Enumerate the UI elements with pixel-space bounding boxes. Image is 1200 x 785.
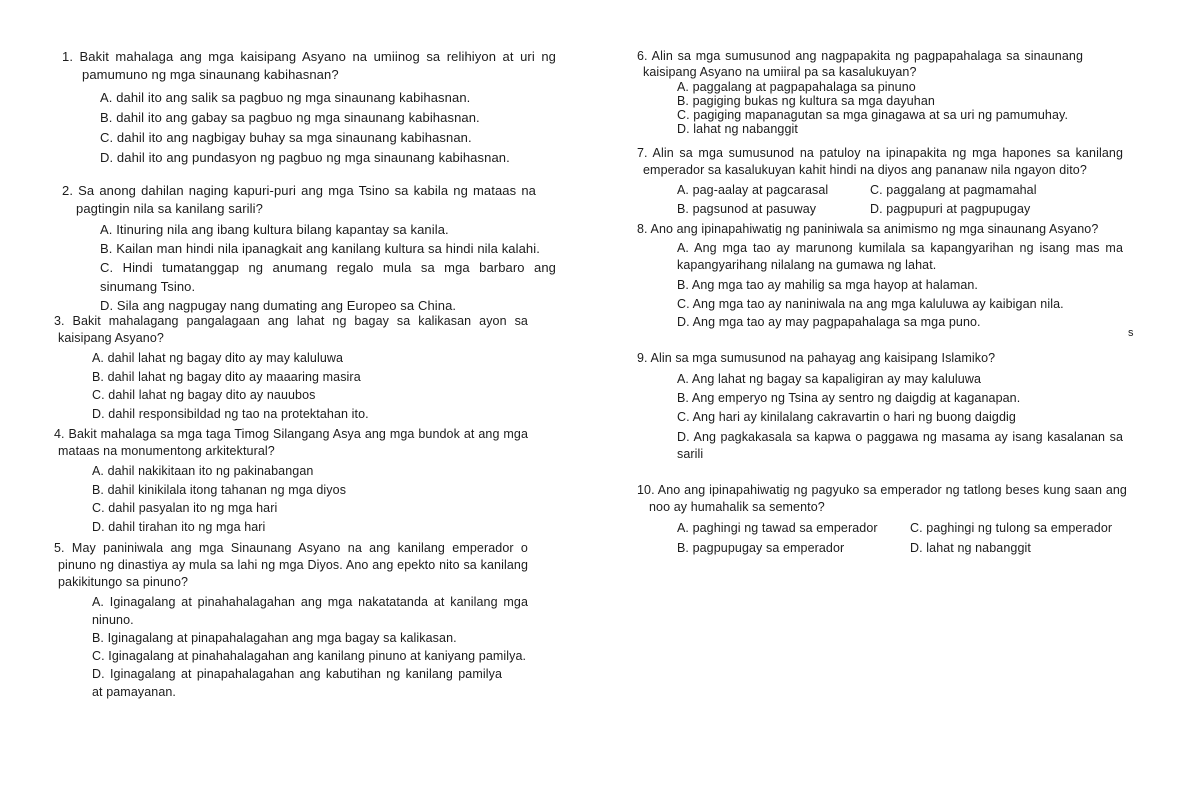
question-10-stem: 10. Ano ang ipinapahiwatig ng pagyuko sa emperador ng tatlong beses kung saan ang noo ay humahalik sa semento? xyxy=(637,483,1127,514)
question-5-stem: 5. May paniniwala ang mga Sinaunang Asyano na ang kanilang emperador o pinuno ng dinastiya ay mula sa lahi ng mga Diyos. Ano ang epekto nito sa kanilang pakikitungo sa pinuno? xyxy=(54,541,528,589)
question-4-option-a[interactable]: A. dahil nakikitaan ito ng pakinabangan xyxy=(92,464,314,478)
question-4-option-c[interactable]: C. dahil pasyalan ito ng mga hari xyxy=(92,501,278,515)
question-6-options xyxy=(637,80,1087,136)
question-4-option-d[interactable]: D. dahil tirahan ito ng mga hari xyxy=(92,519,266,534)
stray-mark: s xyxy=(1128,327,1134,339)
question-4-stem: 4. Bakit mahalaga sa mga taga Timog Silangang Asya ang mga bundok at ang mga mataas na monumentong arkitektural? xyxy=(54,427,528,458)
question-8-options xyxy=(637,240,1123,332)
question-1 xyxy=(62,48,556,168)
question-1-stem: 1. Bakit mahalaga ang mga kaisipang Asyano na umiinog sa relihiyon at uri ng pamumuno ng mga sinaunang kabihasnan? xyxy=(62,49,556,82)
question-7-option-c[interactable]: C. paggalang at pagmamahal xyxy=(870,183,1037,197)
question-4-options xyxy=(54,462,544,536)
question-5-option-d[interactable]: D. Iginagalang at pinapahalagahan ang kabutihan ng kanilang pamilya at pamayanan. xyxy=(92,667,502,699)
question-9-options xyxy=(637,370,1123,463)
question-1-option-d[interactable]: D. dahil ito ang pundasyon ng pagbuo ng mga sinaunang kabihasnan. xyxy=(100,150,510,165)
question-5 xyxy=(54,540,528,701)
question-8-option-c[interactable]: C. Ang mga tao ay naniniwala na ang mga kaluluwa ay kaibigan nila. xyxy=(677,296,1064,311)
question-7-stem: 7. Alin sa mga sumusunod na patuloy na ipinapakita ng mga hapones sa kanilang emperador sa kasalukuyan kahit hindi na diyos ang pananaw nila ngayon dito? xyxy=(637,146,1123,177)
question-6-option-c[interactable]: C. pagiging mapanagutan sa mga ginagawa at sa uri ng pamumuhay. xyxy=(677,108,1069,122)
question-7-option-a[interactable]: A. pag-aalay at pagcarasal xyxy=(677,183,829,197)
question-9-option-c[interactable]: C. Ang hari ay kinilalang cakravartin o hari ng buong daigdig xyxy=(677,410,1016,424)
question-3-option-d[interactable]: D. dahil responsibildad ng tao na protektahan ito. xyxy=(92,406,369,421)
question-6-stem: 6. Alin sa mga sumusunod ang nagpapakita ng pagpapahalaga sa sinaunang kaisipang Asyano na umiiral pa sa kasalukuyan? xyxy=(637,49,1083,79)
question-1-options xyxy=(62,88,556,168)
question-2-option-a[interactable]: A. Itinuring nila ang ibang kultura bilang kapantay sa kanila. xyxy=(100,222,449,237)
question-3-stem: 3. Bakit mahalagang pangalagaan ang lahat ng bagay sa kalikasan ayon sa kaisipang Asyano? xyxy=(54,314,528,345)
question-6 xyxy=(637,48,1087,136)
question-4 xyxy=(54,426,544,536)
question-2-stem: 2. Sa anong dahilan naging kapuri-puri ang mga Tsino sa kabila ng mataas na pagtingin nila sa kanilang sarili? xyxy=(62,183,536,216)
question-3-option-c[interactable]: C. dahil lahat ng bagay dito ay nauubos xyxy=(92,388,316,402)
question-9-stem: 9. Alin sa mga sumusunod na pahayag ang kaisipang Islamiko? xyxy=(637,351,996,365)
question-8-stem: 8. Ano ang ipinapahiwatig ng paniniwala sa animismo ng mga sinaunang Asyano? xyxy=(637,222,1099,236)
question-5-option-b[interactable]: B. Iginagalang at pinapahalagahan ang mga bagay sa kalikasan. xyxy=(92,631,457,645)
question-6-option-a[interactable]: A. paggalang at pagpapahalaga sa pinuno xyxy=(677,80,916,94)
question-1-option-a[interactable]: A. dahil ito ang salik sa pagbuo ng mga sinaunang kabihasnan. xyxy=(100,90,471,105)
question-3-option-b[interactable]: B. dahil lahat ng bagay dito ay maaaring masira xyxy=(92,369,361,384)
question-7 xyxy=(637,145,1123,219)
question-10 xyxy=(637,482,1127,558)
question-9-option-d[interactable]: D. Ang pagkakasala sa kapwa o paggawa ng masama ay isang kasalanan sa sarili xyxy=(677,430,1123,461)
question-5-options xyxy=(54,593,528,701)
question-5-option-a[interactable]: A. Iginagalang at pinahahalagahan ang mga nakatatanda at kanilang mga ninuno. xyxy=(92,595,528,627)
question-2-option-c[interactable]: C. Hindi tumatanggap ng anumang regalo mula sa mga barbaro ang sinumang Tsino. xyxy=(100,260,556,294)
question-5-option-c[interactable]: C. Iginagalang at pinahahalagahan ang kanilang pinuno at kaniyang pamilya. xyxy=(92,649,527,663)
question-6-option-d[interactable]: D. lahat ng nabanggit xyxy=(677,122,798,136)
question-8-option-d[interactable]: D. Ang mga tao ay may pagpapahalaga sa mga puno. xyxy=(677,315,981,329)
question-2-option-b[interactable]: B. Kailan man hindi nila ipanagkait ang kanilang kultura sa hindi nila kalahi. xyxy=(100,241,540,256)
question-2 xyxy=(62,182,556,315)
question-1-option-c[interactable]: C. dahil ito ang nagbigay buhay sa mga sinaunang kabihasnan. xyxy=(100,130,472,145)
question-8 xyxy=(637,221,1123,332)
question-2-option-d[interactable]: D. Sila ang nagpugay nang dumating ang Europeo sa China. xyxy=(100,298,457,313)
question-9 xyxy=(637,350,1123,463)
question-2-options xyxy=(62,220,556,315)
question-8-option-a[interactable]: A. Ang mga tao ay marunong kumilala sa kapangyarihan ng isang mas ma kapangyarihang nilalang na gumawa ng lahat. xyxy=(677,241,1123,272)
question-7-option-d[interactable]: D. pagpupuri at pagpupugay xyxy=(870,202,1031,216)
question-9-option-b[interactable]: B. Ang emperyo ng Tsina ay sentro ng daigdig at kaganapan. xyxy=(677,391,1021,405)
question-3 xyxy=(54,313,544,423)
question-8-option-b[interactable]: B. Ang mga tao ay mahilig sa mga hayop at halaman. xyxy=(677,278,979,292)
question-10-options xyxy=(637,518,1127,558)
question-10-option-d[interactable]: D. lahat ng nabanggit xyxy=(910,541,1031,555)
question-10-option-b[interactable]: B. pagpupugay sa emperador xyxy=(677,541,845,555)
question-6-option-b[interactable]: B. pagiging bukas ng kultura sa mga dayuhan xyxy=(677,94,935,108)
question-3-option-a[interactable]: A. dahil lahat ng bagay dito ay may kaluluwa xyxy=(92,351,344,365)
question-9-option-a[interactable]: A. Ang lahat ng bagay sa kapaligiran ay may kaluluwa xyxy=(677,372,981,386)
question-10-option-c[interactable]: C. paghingi ng tulong sa emperador xyxy=(910,521,1113,535)
question-1-option-b[interactable]: B. dahil ito ang gabay sa pagbuo ng mga sinaunang kabihasnan. xyxy=(100,110,480,125)
question-4-option-b[interactable]: B. dahil kinikilala itong tahanan ng mga diyos xyxy=(92,482,347,497)
question-7-option-b[interactable]: B. pagsunod at pasuway xyxy=(677,202,817,216)
question-7-options xyxy=(637,181,1123,219)
question-10-option-a[interactable]: A. paghingi ng tawad sa emperador xyxy=(677,521,878,535)
question-3-options xyxy=(54,349,544,423)
